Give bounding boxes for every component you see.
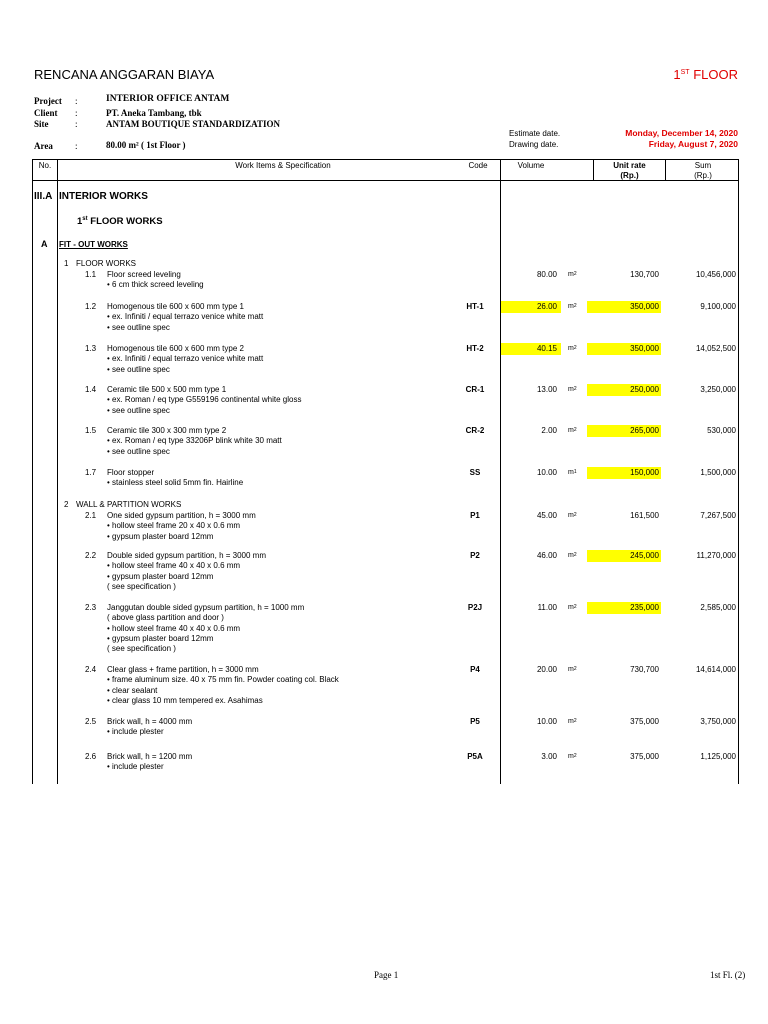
item-description-line: • clear sealant [107, 685, 158, 695]
col-divider-code [500, 160, 501, 784]
item-unit-rate: 265,000 [630, 426, 659, 435]
item-sum: 14,614,000 [695, 665, 736, 674]
fit-out-number: A [41, 239, 48, 249]
item-description-line: One sided gypsum partition, h = 3000 mm [107, 511, 256, 520]
fit-out-title: FIT - OUT WORKS [59, 240, 128, 249]
item-description-line: • 6 cm thick screed leveling [107, 280, 204, 290]
item-volume: 10.00 [536, 468, 557, 477]
item-number: 1.2 [85, 302, 97, 311]
item-description-line: • gypsum plaster board 12mm [107, 531, 214, 541]
item-code: HT-1 [466, 302, 484, 311]
item-volume: 10.00 [536, 717, 557, 726]
section-title: INTERIOR WORKS [59, 191, 148, 202]
item-number: 2.3 [85, 603, 97, 612]
item-description-line: Homogenous tile 600 x 600 mm type 2 [107, 344, 244, 353]
item-unit: $m^2$ [568, 427, 577, 434]
item-code: CR-1 [465, 385, 485, 394]
item-unit-rate: 161,500 [630, 511, 659, 520]
item-unit-rate: 350,000 [630, 344, 659, 353]
item-description-line: Janggutan double sided gypsum partition, h = 1000 mm [107, 603, 305, 612]
item-volume: 20.00 [536, 665, 557, 674]
item-number: 2.1 [85, 511, 97, 520]
item-unit: $m^2$ [568, 512, 577, 519]
col-header-no: No. [38, 161, 52, 170]
item-volume: 40.15 [536, 344, 557, 353]
item-volume: 3.00 [541, 752, 557, 761]
item-unit: $m^2$ [568, 753, 577, 760]
item-number: 1.1 [85, 270, 97, 279]
item-sum: 530,000 [707, 426, 736, 435]
item-number: 1.4 [85, 385, 97, 394]
item-number: 1.3 [85, 344, 97, 353]
item-unit-rate: 375,000 [630, 717, 659, 726]
col-header-unit-rate: Unit rate (Rp.) [613, 161, 646, 180]
area-value: 80.00 m² ( 1st Floor ) [106, 140, 186, 150]
group-number-floor: 1 [64, 259, 69, 268]
item-description-line: • hollow steel frame 40 x 40 x 0.6 mm [107, 623, 241, 633]
item-description-line: • hollow steel frame 40 x 40 x 0.6 mm [107, 561, 241, 571]
col-divider-no [57, 160, 58, 784]
group-number-wall: 2 [64, 500, 69, 509]
item-description-line: • hollow steel frame 20 x 40 x 0.6 mm [107, 521, 241, 531]
item-code: P1 [470, 511, 480, 520]
item-number: 2.2 [85, 551, 97, 560]
item-description-line: Brick wall, h = 4000 mm [107, 717, 193, 726]
item-number: 2.5 [85, 717, 97, 726]
item-volume: 26.00 [536, 302, 557, 311]
item-description-line: Homogenous tile 600 x 600 mm type 1 [107, 302, 244, 311]
item-description-line: • gypsum plaster board 12mm [107, 571, 214, 581]
sheet-name: 1st Fl. (2) [710, 970, 746, 980]
item-sum: 2,585,000 [700, 603, 736, 612]
item-unit: $m^2$ [568, 604, 577, 611]
site-key: Site [34, 119, 49, 129]
estimate-date-label: Estimate date. [509, 129, 561, 138]
project-colon: : [75, 96, 78, 106]
item-code: HT-2 [466, 344, 484, 353]
item-code: P5 [470, 717, 480, 726]
item-number: 2.4 [85, 665, 97, 674]
item-unit-rate: 250,000 [630, 385, 659, 394]
col-header-code: Code [468, 161, 488, 170]
item-description-line: ( see specification ) [107, 581, 176, 591]
project-key: Project [34, 96, 62, 106]
item-sum: 14,052,500 [695, 344, 736, 353]
group-title-wall: WALL & PARTITION WORKS [76, 500, 182, 509]
item-description-line: ( see specification ) [107, 644, 176, 654]
drawing-date-label: Drawing date. [509, 140, 559, 149]
client-colon: : [75, 108, 78, 118]
item-description-line: • see outline spec [107, 364, 170, 374]
item-description-line: • clear glass 10 mm tempered ex. Asahimas [107, 695, 263, 705]
item-number: 1.7 [85, 468, 97, 477]
item-unit: $m^2$ [568, 303, 577, 310]
floor-works-heading: 1st FLOOR WORKS [77, 216, 163, 228]
item-volume: 2.00 [541, 426, 557, 435]
item-description-line: • see outline spec [107, 405, 170, 415]
col-header-work: Work Items & Specification [235, 161, 331, 170]
item-description-line: • ex. Infiniti / equal terrazo venice white matt [107, 312, 264, 322]
item-volume: 13.00 [536, 385, 557, 394]
item-description-line: Ceramic tile 300 x 300 mm type 2 [107, 426, 227, 435]
item-description-line: Ceramic tile 500 x 500 mm type 1 [107, 385, 227, 394]
item-unit: $m^1$ [568, 469, 577, 476]
item-volume: 46.00 [536, 551, 557, 560]
client-value: PT. Aneka Tambang, tbk [106, 108, 202, 118]
item-unit-rate: 150,000 [630, 468, 659, 477]
item-description-line: • gypsum plaster board 12mm [107, 633, 214, 643]
item-description-line: • see outline spec [107, 446, 170, 456]
group-title-floor: FLOOR WORKS [76, 259, 137, 268]
item-unit: $m^2$ [568, 271, 577, 278]
item-sum: 10,456,000 [695, 270, 736, 279]
item-description-line: Double sided gypsum partition, h = 3000 mm [107, 551, 266, 560]
item-unit: $m^2$ [568, 552, 577, 559]
item-code: P5A [467, 752, 483, 761]
item-sum: 1,500,000 [700, 468, 736, 477]
item-code: P2J [467, 603, 483, 612]
section-number: III.A [34, 191, 53, 202]
item-description-line: • ex. Roman / eq type 33206P blink white 30 matt [107, 436, 282, 446]
item-volume: 11.00 [537, 603, 557, 612]
item-description-line: • include plester [107, 762, 164, 772]
item-unit: $m^2$ [568, 345, 577, 352]
item-unit-rate: 245,000 [630, 551, 659, 560]
item-sum: 3,750,000 [700, 717, 736, 726]
item-unit-rate: 375,000 [630, 752, 659, 761]
col-header-sum: Sum (Rp.) [694, 161, 712, 180]
item-unit: $m^2$ [568, 718, 577, 725]
item-description-line: • frame aluminum size. 40 x 75 mm fin. Powder coating col. Black [107, 675, 339, 685]
item-sum: 3,250,000 [700, 385, 736, 394]
item-volume: 45.00 [536, 511, 557, 520]
document-title: RENCANA ANGGARAN BIAYA [34, 67, 215, 82]
item-unit: $m^2$ [568, 386, 577, 393]
item-sum: 7,267,500 [700, 511, 736, 520]
item-sum: 9,100,000 [700, 302, 736, 311]
item-description-line: Brick wall, h = 1200 mm [107, 752, 193, 761]
drawing-date-value: Friday, August 7, 2020 [648, 139, 738, 149]
project-value: INTERIOR OFFICE ANTAM [106, 94, 230, 104]
item-description-line: • ex. Infiniti / equal terrazo venice white matt [107, 354, 264, 364]
item-unit: $m^2$ [568, 666, 577, 673]
page-number: Page 1 [374, 970, 399, 980]
item-number: 1.5 [85, 426, 97, 435]
item-unit-rate: 350,000 [630, 302, 659, 311]
item-description-line: Clear glass + frame partition, h = 3000 mm [107, 665, 259, 674]
item-description-line: • include plester [107, 727, 164, 737]
site-value: ANTAM BOUTIQUE STANDARDIZATION [106, 119, 281, 129]
client-key: Client [34, 108, 58, 118]
area-colon: : [75, 141, 78, 151]
site-colon: : [75, 119, 78, 129]
item-volume: 80.00 [536, 270, 557, 279]
item-description-line: • see outline spec [107, 322, 170, 332]
item-description-line: Floor screed leveling [107, 270, 181, 279]
item-description-line: Floor stopper [107, 468, 155, 477]
item-unit-rate: 730,700 [630, 665, 659, 674]
item-unit-rate: 235,000 [630, 603, 659, 612]
item-sum: 1,125,000 [700, 752, 736, 761]
estimate-date-value: Monday, December 14, 2020 [625, 128, 738, 138]
item-code: P2 [470, 551, 480, 560]
item-code: P4 [470, 665, 480, 674]
floor-label: 1ST FLOOR [673, 67, 738, 82]
area-key: Area [34, 141, 53, 151]
item-unit-rate: 130,700 [630, 270, 659, 279]
item-description-line: • ex. Roman / eq type G559196 continental white gloss [107, 395, 302, 405]
item-description-line: • stainless steel solid 5mm fin. Hairline [107, 478, 244, 488]
item-sum: 11,270,000 [696, 551, 736, 560]
item-code: CR-2 [465, 426, 485, 435]
item-number: 2.6 [85, 752, 97, 761]
col-header-volume: Volume [517, 161, 545, 170]
item-code: SS [469, 468, 481, 477]
item-description-line: ( above glass partition and door ) [107, 613, 224, 623]
